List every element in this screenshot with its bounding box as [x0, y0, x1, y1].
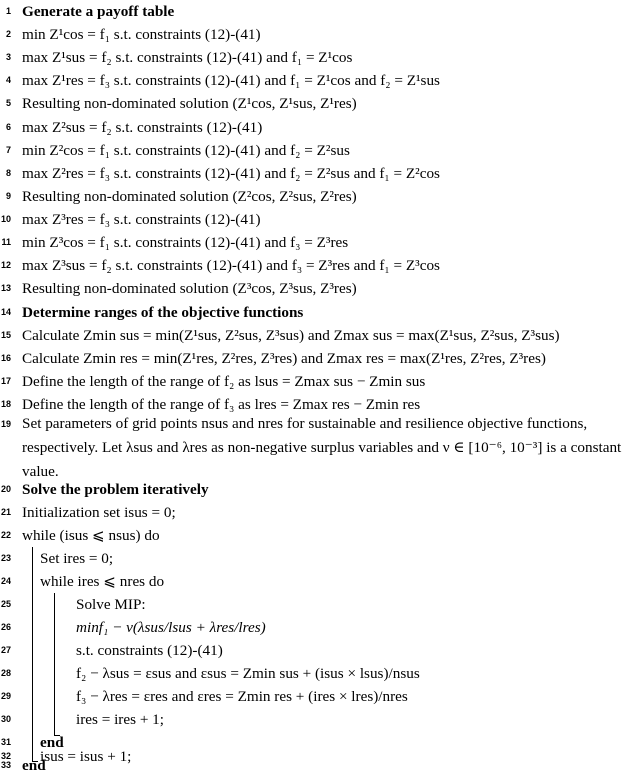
line-number: 26 [0, 622, 11, 633]
line-text: end [40, 733, 64, 751]
line-number: 22 [0, 530, 11, 541]
line-text: Set ires = 0; [40, 549, 114, 567]
line-text: Define the length of the range of f₃ as lres = Zmax res − Zmin res [22, 395, 421, 413]
algo-line [0, 685, 626, 708]
algo-line [0, 501, 626, 524]
algo-line [0, 478, 626, 501]
line-number: 24 [0, 576, 11, 587]
algo-line [0, 547, 626, 570]
algo-line [0, 254, 626, 277]
algo-line [0, 524, 626, 547]
line-text: max Z³res = f₃ s.t. constraints (12)-(41) [22, 210, 261, 228]
line-number: 18 [0, 399, 11, 410]
algo-line [0, 116, 626, 139]
line-number: 3 [5, 52, 11, 63]
algo-line [0, 324, 626, 347]
line-number: 15 [0, 330, 11, 341]
line-text: min Z¹cos = f₁ s.t. constraints (12)-(41) [22, 25, 261, 43]
line-number: 33 [0, 760, 11, 771]
line-text: max Z³sus = f₂ s.t. constraints (12)-(41) and f₃ = Z³res and f₁ = Z³cos [22, 256, 440, 274]
line-text: Define the length of the range of f₂ as lsus = Zmax sus − Zmin sus [22, 372, 426, 390]
algo-line [0, 754, 626, 777]
algo-line [0, 708, 626, 731]
algo-line [0, 92, 626, 115]
algo-line [0, 139, 626, 162]
line-text: max Z¹res = f₃ s.t. constraints (12)-(41) and f₁ = Z¹cos and f₂ = Z¹sus [22, 71, 440, 89]
line-number: 9 [5, 191, 11, 202]
line-number: 13 [0, 283, 11, 294]
line-text: Calculate Zmin res = min(Z¹res, Z²res, Z³res) and Zmax res = max(Z¹res, Z²res, Z³res) [22, 349, 546, 367]
algo-line [0, 639, 626, 662]
line-text: while (isus ⩽ nsus) do [22, 526, 160, 544]
line-number: 8 [5, 168, 11, 179]
line-number: 28 [0, 668, 11, 679]
line-number: 14 [0, 307, 11, 318]
line-text: Resulting non-dominated solution (Z¹cos, Z¹sus, Z¹res) [22, 94, 357, 112]
line-text: Resulting non-dominated solution (Z²cos, Z²sus, Z²res) [22, 187, 357, 205]
line-text: max Z²sus = f₂ s.t. constraints (12)-(41) [22, 118, 263, 136]
line-number: 17 [0, 376, 11, 387]
algo-line [0, 23, 626, 46]
line-number: 30 [0, 714, 11, 725]
line-number: 11 [1, 237, 11, 248]
line-text: Solve MIP: [76, 595, 146, 613]
algo-line [0, 208, 626, 231]
inner-loop-tick [54, 735, 60, 736]
outer-loop-tick [32, 761, 38, 762]
algo-line [0, 162, 626, 185]
algo-line [0, 593, 626, 616]
line-text: end [22, 756, 46, 774]
line-text: s.t. constraints (12)-(41) [76, 641, 223, 659]
algo-line [0, 616, 626, 639]
line-number: 2 [5, 29, 11, 40]
algo-line [0, 231, 626, 254]
algo-line [0, 185, 626, 208]
inner-loop-bar [54, 593, 55, 735]
line-text: minf₁ − ν(λsus/lsus + λres/lres) [76, 618, 266, 636]
line-number: 4 [5, 75, 11, 86]
line-text: Solve the problem iteratively [22, 480, 209, 498]
algo-line [0, 662, 626, 685]
line-number: 5 [5, 98, 11, 109]
algo-line [0, 301, 626, 324]
algo-line [0, 46, 626, 69]
line-number: 27 [0, 645, 11, 656]
line-number: 19 [0, 419, 11, 429]
line-number: 21 [0, 507, 11, 518]
line-number: 25 [0, 599, 11, 610]
line-number: 23 [0, 553, 11, 564]
line-text: f₂ − λsus = εsus and εsus = Zmin sus + (isus × lsus)/nsus [76, 664, 420, 682]
line-number: 32 [0, 751, 11, 762]
line-text: f₃ − λres = εres and εres = Zmin res + (ires × lres)/nres [76, 687, 408, 705]
line-text: Determine ranges of the objective functions [22, 303, 304, 321]
line-text: isus = isus + 1; [40, 747, 132, 765]
line-text: min Z²cos = f₁ s.t. constraints (12)-(41) and f₂ = Z²sus [22, 141, 350, 159]
line-number: 10 [0, 214, 11, 225]
algo-line [0, 370, 626, 393]
line-text: Resulting non-dominated solution (Z³cos, Z³sus, Z³res) [22, 279, 357, 297]
algo-line [0, 69, 626, 92]
line-text: while ires ⩽ nres do [40, 572, 165, 590]
line-number: 7 [5, 145, 11, 156]
outer-loop-bar [32, 547, 33, 761]
line-text: Generate a payoff table [22, 2, 175, 20]
algo-line [0, 277, 626, 300]
line-text: ires = ires + 1; [76, 710, 164, 728]
line-text: Set parameters of grid points nsus and nres for sustainable and resilience objective functions, respectively. Let λsus and λres as non-negative surplus variables and ν ∈ [10⁻⁶, 10⁻³] is a constant value. [22, 415, 622, 480]
line-number: 12 [0, 260, 11, 271]
line-number: 16 [0, 353, 11, 364]
line-text: max Z¹sus = f₂ s.t. constraints (12)-(41) and f₁ = Z¹cos [22, 48, 353, 66]
line-number: 1 [5, 6, 11, 17]
line-number: 20 [0, 484, 11, 495]
line-number: 31 [0, 737, 11, 748]
line-number: 6 [5, 122, 11, 133]
algo-line [0, 570, 626, 593]
algo-line [0, 0, 626, 23]
line-text: max Z²res = f₃ s.t. constraints (12)-(41) and f₂ = Z²sus and f₁ = Z²cos [22, 164, 440, 182]
line-text: Initialization set isus = 0; [22, 503, 176, 521]
line-number: 29 [0, 691, 11, 702]
line-text: Calculate Zmin sus = min(Z¹sus, Z²sus, Z³sus) and Zmax sus = max(Z¹sus, Z²sus, Z³sus) [22, 326, 560, 344]
algo-line [0, 347, 626, 370]
line-text: min Z³cos = f₁ s.t. constraints (12)-(41) and f₃ = Z³res [22, 233, 349, 251]
